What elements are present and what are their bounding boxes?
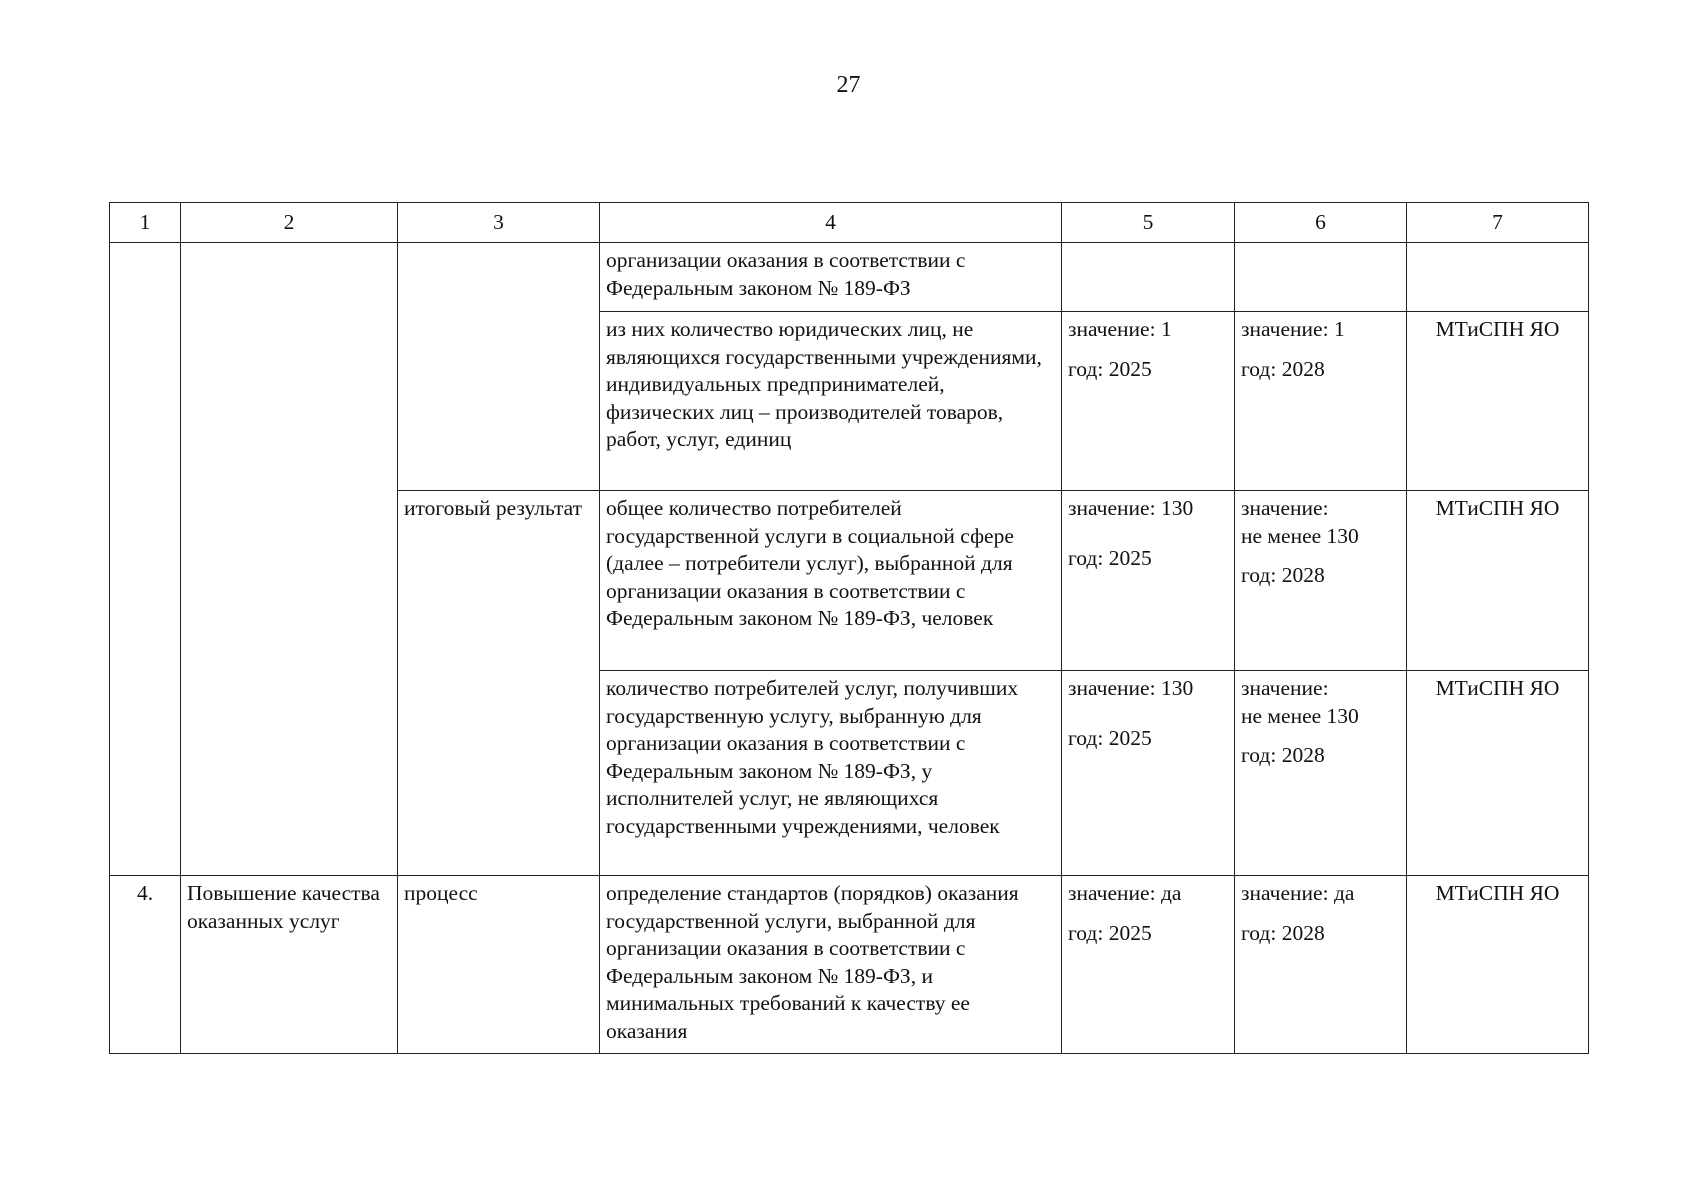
target-value-label: значение:	[1241, 676, 1329, 700]
table-row	[110, 243, 1589, 312]
indicator-cell: количество потребителей услуг, получивших государственную услугу, выбранную для организации оказания в соответствии с Федеральным законом № 189-ФЗ, у исполнителей услуг, не являющихся государственными учреждениями, человек	[600, 671, 1062, 876]
base-value-cell	[1062, 876, 1235, 1054]
target-value: не менее 130	[1241, 523, 1359, 548]
indicator-cell: организации оказания в соответствии с Федеральным законом № 189-ФЗ	[600, 243, 1062, 312]
number-cell	[110, 243, 181, 876]
target-value-cell	[1235, 671, 1407, 876]
task-cell	[181, 243, 398, 876]
target-value-cell	[1235, 243, 1407, 312]
base-value-cell	[1062, 671, 1235, 876]
responsible-cell: МТиСПН ЯО	[1407, 312, 1589, 491]
base-value-cell	[1062, 312, 1235, 491]
column-header: 3	[398, 203, 600, 243]
result-type-cell: процесс	[398, 876, 600, 1054]
responsible-cell: МТиСПН ЯО	[1407, 491, 1589, 671]
result-type-cell: итоговый результат	[398, 491, 600, 876]
base-value: значение: да	[1068, 881, 1182, 905]
base-value-cell	[1062, 491, 1235, 671]
target-value-cell	[1235, 876, 1407, 1054]
indicator-cell: общее количество потребителей государственной услуги в социальной сфере (далее – потребители услуг), выбранной для организации оказания в соответствии с Федеральным законом № 189-ФЗ, человек	[600, 491, 1062, 671]
target-value: значение: 1	[1241, 317, 1345, 341]
column-header: 4	[600, 203, 1062, 243]
responsible-cell: МТиСПН ЯО	[1407, 876, 1589, 1054]
page-number: 27	[836, 72, 861, 98]
target-value: значение: да	[1241, 881, 1355, 905]
column-header: 6	[1235, 203, 1407, 243]
base-value: значение: 130	[1068, 496, 1194, 520]
column-header: 2	[181, 203, 398, 243]
column-header: 7	[1407, 203, 1589, 243]
table-header-row	[110, 203, 1589, 243]
responsible-cell	[1407, 243, 1589, 312]
column-header: 5	[1062, 203, 1235, 243]
base-value: значение: 130	[1068, 676, 1194, 700]
target-value-label: значение:	[1241, 496, 1329, 520]
responsible-cell: МТиСПН ЯО	[1407, 671, 1589, 876]
base-value-cell	[1062, 243, 1235, 312]
indicator-cell: из них количество юридических лиц, не являющихся государственными учреждениями, индивидуальных предпринимателей, физических лиц – производителей товаров, работ, услуг, единиц	[600, 312, 1062, 491]
base-year: год: 2025	[1068, 725, 1152, 750]
target-value-cell	[1235, 312, 1407, 491]
target-year: год: 2028	[1241, 920, 1325, 945]
target-value-cell	[1235, 491, 1407, 671]
base-year: год: 2025	[1068, 545, 1152, 570]
base-year: год: 2025	[1068, 920, 1152, 945]
number-cell: 4.	[110, 876, 181, 1054]
task-cell: Повышение качества оказанных услуг	[181, 876, 398, 1054]
indicator-cell: определение стандартов (порядков) оказания государственной услуги, выбранной для организации оказания в соответствии с Федеральным законом № 189-ФЗ, и минимальных требований к качеству ее оказания	[600, 876, 1062, 1054]
target-year: год: 2028	[1241, 743, 1325, 767]
table-row	[110, 876, 1589, 1054]
result-type-cell	[398, 243, 600, 491]
base-year: год: 2025	[1068, 356, 1152, 381]
indicators-table	[109, 202, 1589, 1054]
target-year: год: 2028	[1241, 356, 1325, 381]
target-value: не менее 130	[1241, 703, 1359, 728]
column-header: 1	[110, 203, 181, 243]
base-value: значение: 1	[1068, 317, 1172, 341]
target-year: год: 2028	[1241, 563, 1325, 587]
